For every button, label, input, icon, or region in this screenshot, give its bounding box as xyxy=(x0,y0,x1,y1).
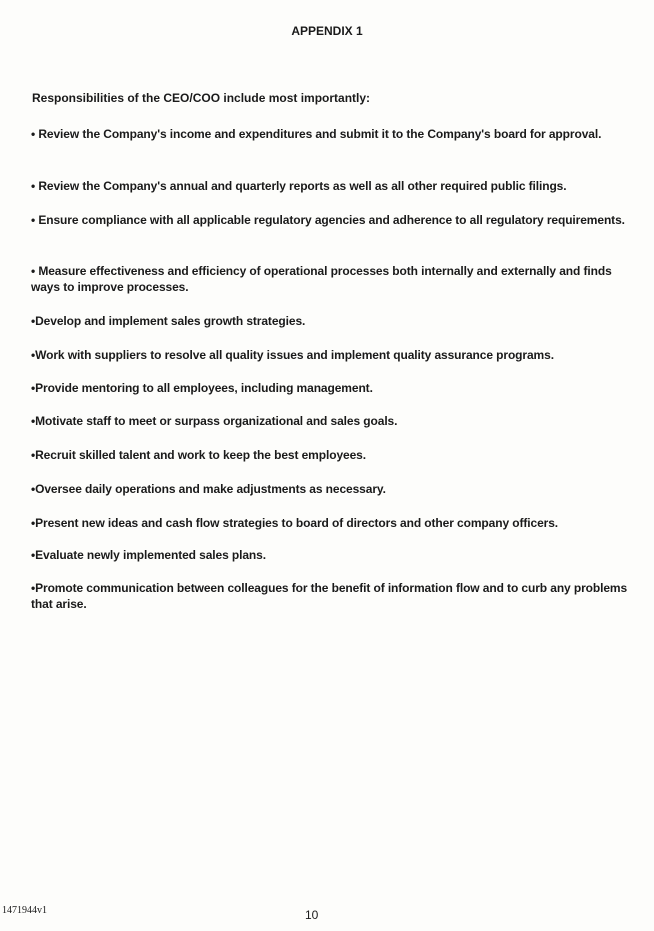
list-item: •Provide mentoring to all employees, including management. xyxy=(31,381,373,395)
list-item: •Present new ideas and cash flow strategies to board of directors and other company officers. xyxy=(31,516,559,530)
list-item: • Measure effectiveness and efficiency of operational processes both internally and externally and finds ways to improve processes. xyxy=(31,264,612,294)
list-item: •Oversee daily operations and make adjustments as necessary. xyxy=(31,482,386,496)
list-item: •Work with suppliers to resolve all quality issues and implement quality assurance programs. xyxy=(31,348,554,362)
list-item: •Recruit skilled talent and work to keep the best employees. xyxy=(31,448,366,462)
list-item: •Evaluate newly implemented sales plans. xyxy=(31,548,266,562)
section-heading: Responsibilities of the CEO/COO include most importantly: xyxy=(32,91,371,105)
list-item: •Develop and implement sales growth strategies. xyxy=(31,314,306,328)
document-id: 1471944v1 xyxy=(2,905,47,916)
list-item: •Promote communication between colleagues for the benefit of information flow and to curb any problems that arise. xyxy=(31,581,628,611)
page-number: 10 xyxy=(305,908,319,922)
list-item: •Motivate staff to meet or surpass organizational and sales goals. xyxy=(31,414,398,428)
list-item: • Review the Company's income and expenditures and submit it to the Company's board for approval. xyxy=(31,127,602,141)
list-item: • Ensure compliance with all applicable regulatory agencies and adherence to all regulatory requirements. xyxy=(31,213,625,227)
list-item: • Review the Company's annual and quarterly reports as well as all other required public filings. xyxy=(31,179,567,193)
appendix-title: APPENDIX 1 xyxy=(291,24,363,38)
